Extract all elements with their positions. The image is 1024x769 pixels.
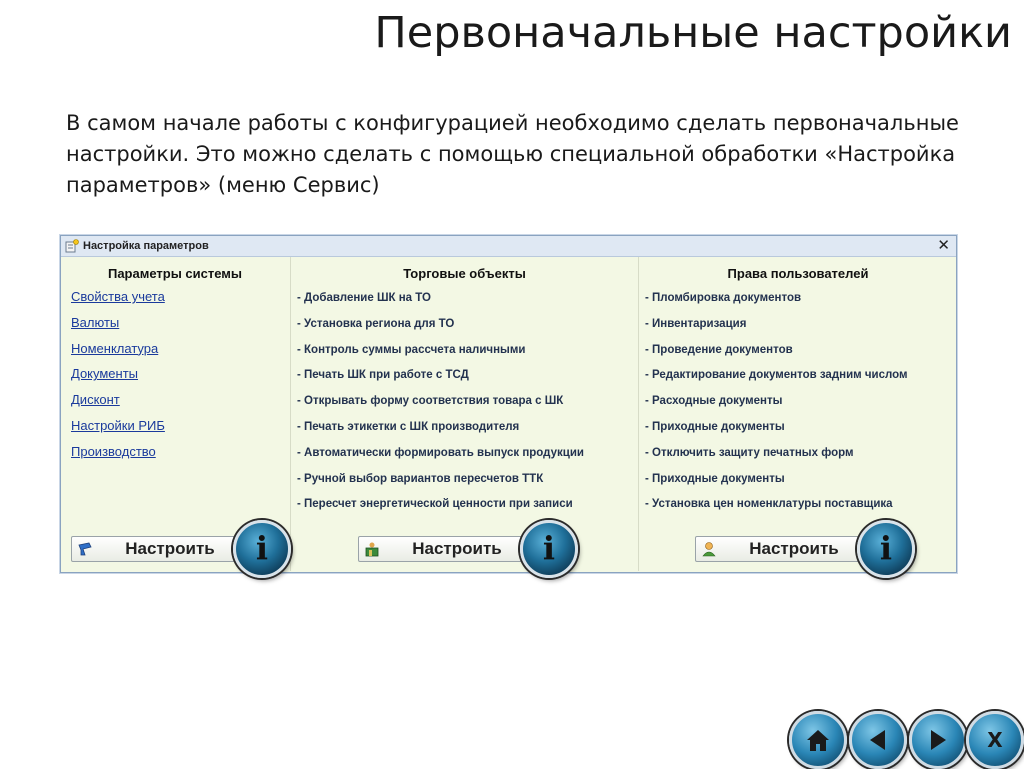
list-item [645,439,957,465]
list-item [71,284,289,310]
user-rights-list [639,284,957,516]
configure-button-label: Настроить [125,539,215,558]
list-item [297,490,638,516]
list-item [645,361,957,387]
back-button[interactable] [849,711,907,769]
task-item[interactable]: - Расходные документы [645,395,783,408]
slide-title: Первоначальные настройки [374,8,1012,58]
link-documents[interactable]: Документы [71,366,139,382]
task-item[interactable]: - Отключить защиту печатных форм [645,446,854,459]
list-item [645,490,957,516]
system-params-list [61,284,289,465]
link-nomenclature[interactable]: Номенклатура [71,340,159,356]
settings-window-icon [65,239,79,253]
list-item [645,284,957,310]
task-item[interactable]: - Установка региона для ТО [297,317,455,330]
column-user-rights [638,257,957,571]
list-item [297,413,638,439]
list-item [645,413,957,439]
list-item [297,284,638,310]
info-button-system[interactable] [233,520,291,578]
task-item[interactable]: - Открывать форму соответствия товара с ШК [297,395,564,408]
list-item [297,310,638,336]
column-trade-objects [290,257,638,571]
task-item[interactable]: - Установка цен номенклатуры поставщика [645,498,893,511]
task-item[interactable]: - Пломбировка документов [645,292,802,304]
info-icon: i [255,529,269,567]
configure-button-label: Настроить [749,539,839,558]
settings-window [60,235,957,573]
link-rib-settings[interactable]: Настройки РИБ [71,417,165,433]
forward-icon [924,726,952,754]
task-item[interactable]: - Контроль суммы рассчета наличными [297,343,526,356]
task-item[interactable]: - Печать этикетки с ШК производителя [297,420,520,433]
configure-button-label: Настроить [412,539,502,558]
task-item[interactable]: - Приходные документы [645,472,785,485]
intro-line-3: параметров» (меню Сервис) [66,173,380,197]
link-currencies[interactable]: Валюты [71,314,120,330]
link-accounting-properties[interactable]: Свойства учета [71,289,165,304]
task-item[interactable]: - Ручной выбор вариантов пересчетов ТТК [297,472,544,485]
list-item [71,310,289,336]
home-button[interactable] [789,711,847,769]
task-item[interactable]: - Печать ШК при работе с ТСД [297,369,469,382]
column-header: Параметры системы [107,266,243,281]
list-item [645,336,957,362]
task-item[interactable]: - Автоматически формировать выпуск продукции [297,446,584,459]
list-item [71,336,289,362]
trade-objects-list [291,284,638,516]
info-button-trade[interactable] [520,520,578,578]
info-icon: i [542,529,556,567]
forward-button[interactable] [909,711,967,769]
info-icon: i [879,529,893,567]
list-item [645,465,957,491]
intro-line-1: В самом начале работы с конфигурацией необходимо сделать первоначальные [66,111,959,135]
list-item [71,413,289,439]
task-item[interactable]: - Редактирование документов задним числом [645,369,908,382]
link-production[interactable]: Производство [71,443,156,459]
list-item [297,336,638,362]
list-item [71,361,289,387]
back-icon [864,726,892,754]
column-header: Торговые объекты [403,266,526,281]
list-item [645,387,957,413]
list-item [297,387,638,413]
column-header: Права пользователей [727,266,869,281]
slide-intro-text [66,108,976,201]
info-button-rights[interactable] [857,520,915,578]
intro-line-2: настройки. Это можно сделать с помощью специальной обработки «Настройка [66,142,956,166]
link-discount[interactable]: Дисконт [71,392,120,408]
exit-icon [981,726,1009,754]
task-item[interactable]: - Инвентаризация [645,317,747,330]
task-item[interactable]: - Добавление ШК на ТО [297,292,431,304]
list-item [297,439,638,465]
list-item [71,387,289,413]
home-icon [804,726,832,754]
task-item[interactable]: - Проведение документов [645,343,793,356]
window-title: Настройка параметров [83,240,209,252]
list-item [297,465,638,491]
window-titlebar [61,236,956,257]
exit-button[interactable] [966,711,1024,769]
close-icon[interactable]: ✕ [937,237,950,254]
exit-glyph: X [987,728,1003,752]
task-item[interactable]: - Пересчет энергетической ценности при записи [297,498,573,511]
list-item [297,361,638,387]
list-item [71,439,289,465]
list-item [645,310,957,336]
task-item[interactable]: - Приходные документы [645,420,785,433]
